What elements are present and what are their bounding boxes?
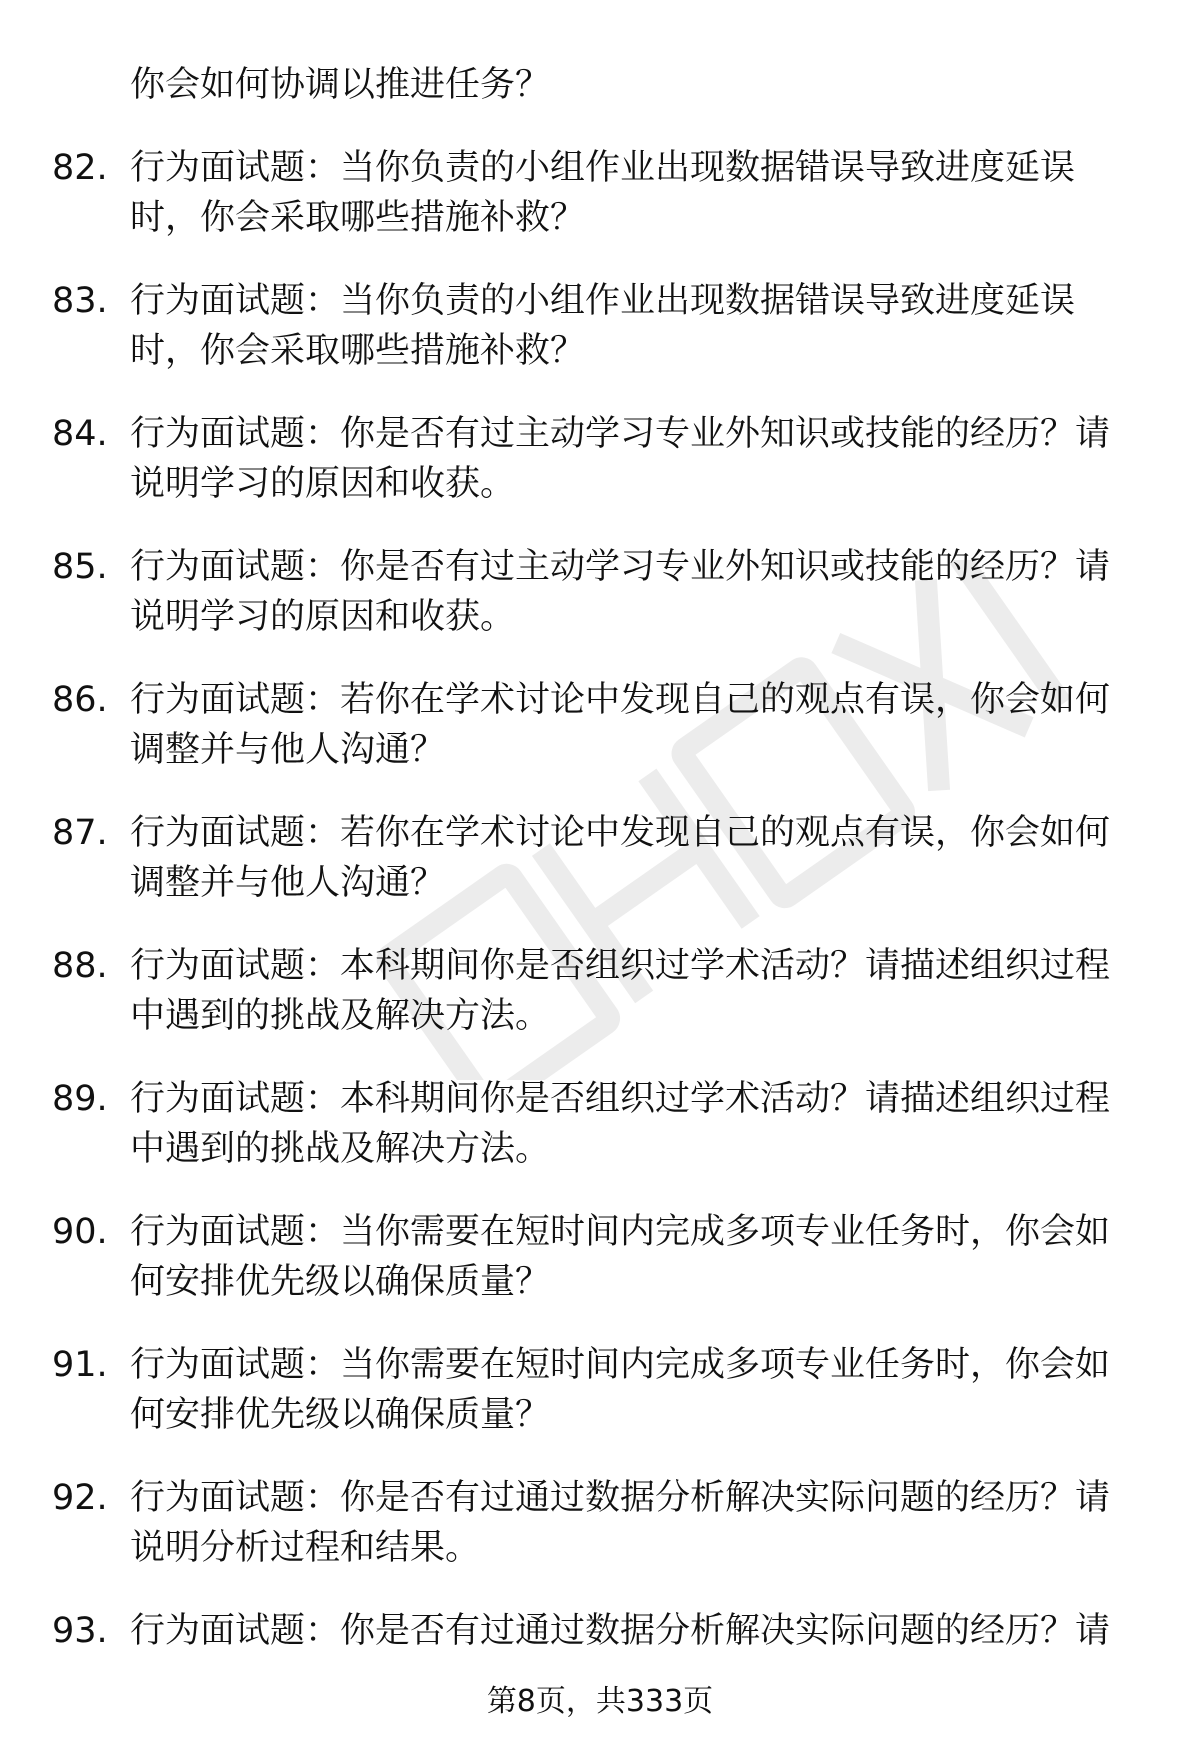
question-list [0, 143, 1200, 1739]
question-text-line: 行为面试题：当你需要在短时间内完成多项专业任务时，你会如 [130, 1212, 1111, 1252]
question-text-line: 行为面试题：当你负责的小组作业出现数据错误导致进度延误 [130, 148, 1076, 188]
question-text-line: 行为面试题：若你在学术讨论中发现自己的观点有误，你会如何 [130, 813, 1111, 853]
question-item [0, 276, 1200, 409]
question-number: 93. [52, 1611, 108, 1651]
question-number: 91. [52, 1345, 108, 1385]
question-item [0, 675, 1200, 808]
question-text-line: 说明学习的原因和收获。 [130, 464, 516, 504]
question-number: 87. [52, 813, 108, 853]
question-number: 92. [52, 1478, 108, 1518]
question-number: 90. [52, 1212, 108, 1252]
question-text [130, 276, 1145, 376]
question-text [130, 675, 1145, 775]
question-text [130, 1074, 1145, 1174]
question-number: 89. [52, 1079, 108, 1119]
question-text [130, 1606, 1145, 1656]
question-item [0, 1207, 1200, 1340]
question-text-line: 行为面试题：当你负责的小组作业出现数据错误导致进度延误 [130, 281, 1076, 321]
question-text-line: 中遇到的挑战及解决方法。 [130, 996, 551, 1036]
question-text-line: 调整并与他人沟通？ [130, 863, 446, 903]
question-text-line: 行为面试题：你是否有过通过数据分析解决实际问题的经历？请 [130, 1478, 1111, 1518]
question-item [0, 409, 1200, 542]
question-text [130, 143, 1145, 243]
question-item [0, 143, 1200, 276]
question-number: 85. [52, 547, 108, 587]
question-text-line: 行为面试题：你是否有过通过数据分析解决实际问题的经历？请 [130, 1611, 1111, 1651]
question-number: 88. [52, 946, 108, 986]
question-text-line: 中遇到的挑战及解决方法。 [130, 1129, 551, 1169]
question-text-line: 时，你会采取哪些措施补救？ [130, 331, 586, 371]
question-continuation: 你会如何协调以推进任务？ [130, 65, 551, 105]
question-text-line: 行为面试题：本科期间你是否组织过学术活动？请描述组织过程 [130, 1079, 1111, 1119]
question-item [0, 1074, 1200, 1207]
question-item [0, 941, 1200, 1074]
question-text-line: 说明学习的原因和收获。 [130, 597, 516, 637]
question-text [130, 808, 1145, 908]
question-text-line: 行为面试题：你是否有过主动学习专业外知识或技能的经历？请 [130, 547, 1111, 587]
question-text [130, 1207, 1145, 1307]
question-text-line: 时，你会采取哪些措施补救？ [130, 198, 586, 238]
question-text [130, 1473, 1145, 1573]
question-text [130, 1340, 1145, 1440]
question-item [0, 808, 1200, 941]
question-number: 82. [52, 148, 108, 188]
question-text [130, 542, 1145, 642]
question-number: 84. [52, 414, 108, 454]
question-text [130, 941, 1145, 1041]
question-text-line: 何安排优先级以确保质量？ [130, 1262, 551, 1302]
question-text-line: 行为面试题：你是否有过主动学习专业外知识或技能的经历？请 [130, 414, 1111, 454]
question-text-line: 何安排优先级以确保质量？ [130, 1395, 551, 1435]
question-item [0, 1340, 1200, 1473]
question-text-line: 行为面试题：若你在学术讨论中发现自己的观点有误，你会如何 [130, 680, 1111, 720]
question-number: 86. [52, 680, 108, 720]
question-text [130, 409, 1145, 509]
question-text-line: 行为面试题：当你需要在短时间内完成多项专业任务时，你会如 [130, 1345, 1111, 1385]
question-item [0, 1473, 1200, 1606]
question-text-line: 调整并与他人沟通？ [130, 730, 446, 770]
question-text-line: 行为面试题：本科期间你是否组织过学术活动？请描述组织过程 [130, 946, 1111, 986]
question-number: 83. [52, 281, 108, 321]
page-footer: 第8页，共333页 [486, 1684, 714, 1719]
question-item [0, 542, 1200, 675]
question-text-line: 说明分析过程和结果。 [130, 1528, 481, 1568]
